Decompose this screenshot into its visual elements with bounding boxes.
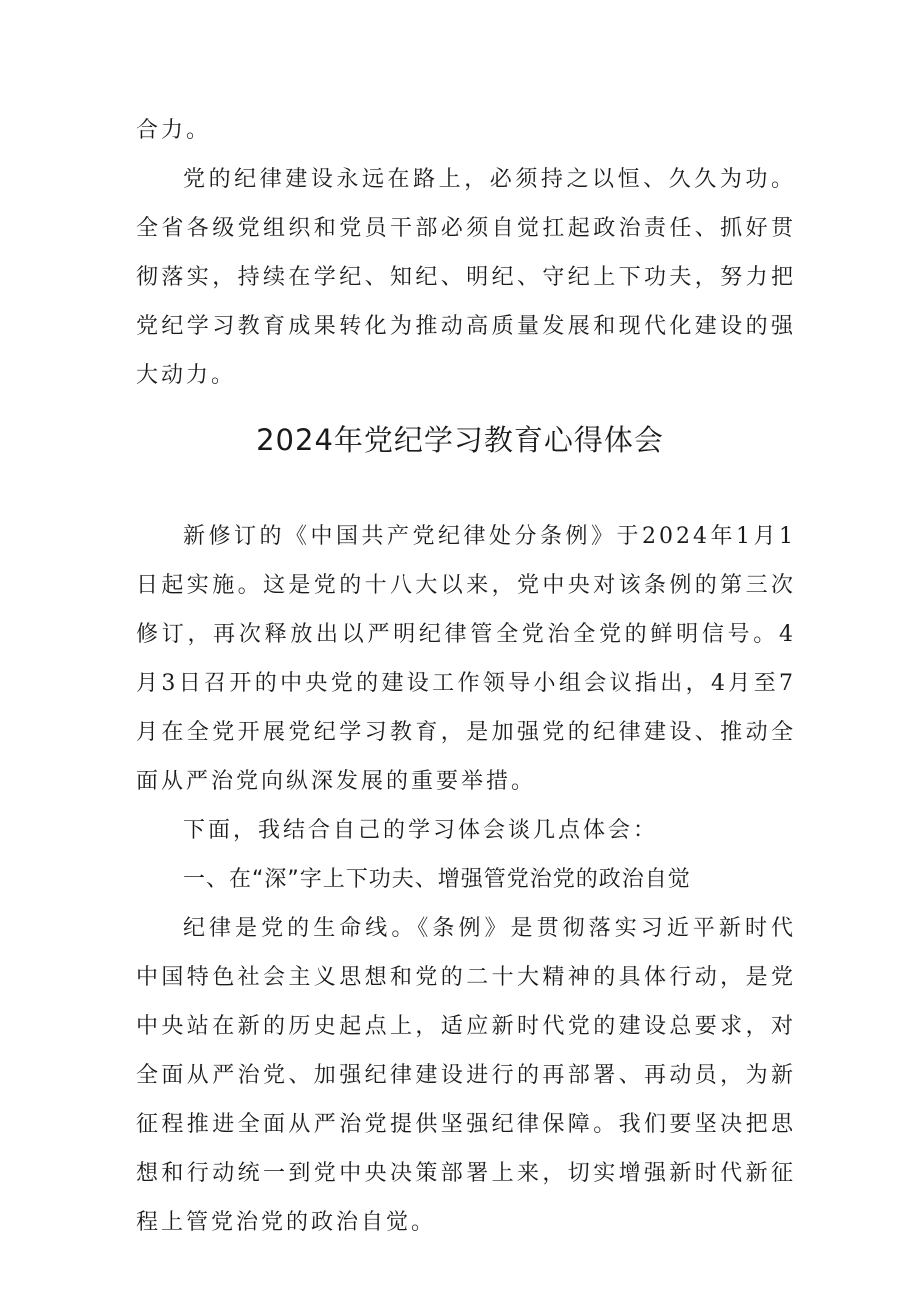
closing-paragraph: 党的纪律建设永远在路上，必须持之以恒、久久为功。全省各级党组织和党员干部必须自觉扛起政治责任、抓好贯彻落实，持续在学纪、知纪、明纪、守纪上下功夫，努力把党纪学习教育成果转化为推动高质量发展和现代化建设的强大动力。 [136,167,796,388]
lead-in-paragraph: 下面，我结合自己的学习体会谈几点体会： [183,818,659,843]
document-title: 2024年党纪学习教育心得体会 [256,423,664,457]
section-one-heading: 一、在“深”字上下功夫、增强管党治党的政治自觉 [183,867,691,892]
section-one-paragraph: 纪律是党的生命线。《条例》是贯彻落实习近平新时代中国特色社会主义思想和党的二十大精神的具体行动，是党中央站在新的历史起点上，适应新时代党的建设总要求，对全面从严治党、加强纪律建设进行的再部署、再动员，为新征程推进全面从严治党提供坚强纪律保障。我们要坚决把思想和行动统一到党中央决策部署上来，切实增强新时代新征程上管党治党的政治自觉。 [136,916,796,1235]
top-section [136,106,796,400]
paragraph-ending: 合力。 [136,118,212,143]
body-section [136,512,796,1247]
intro-paragraph: 新修订的《中国共产党纪律处分条例》于2024年1月1日起实施。这是党的十八大以来，党中央对该条例的第三次修订，再次释放出以严明纪律管全党治全党的鲜明信号。4月3日召开的中央党的建设工作领导小组会议指出，4月至7月在全党开展党纪学习教育，是加强党的纪律建设、推动全面从严治党向纵深发展的重要举措。 [136,524,796,794]
